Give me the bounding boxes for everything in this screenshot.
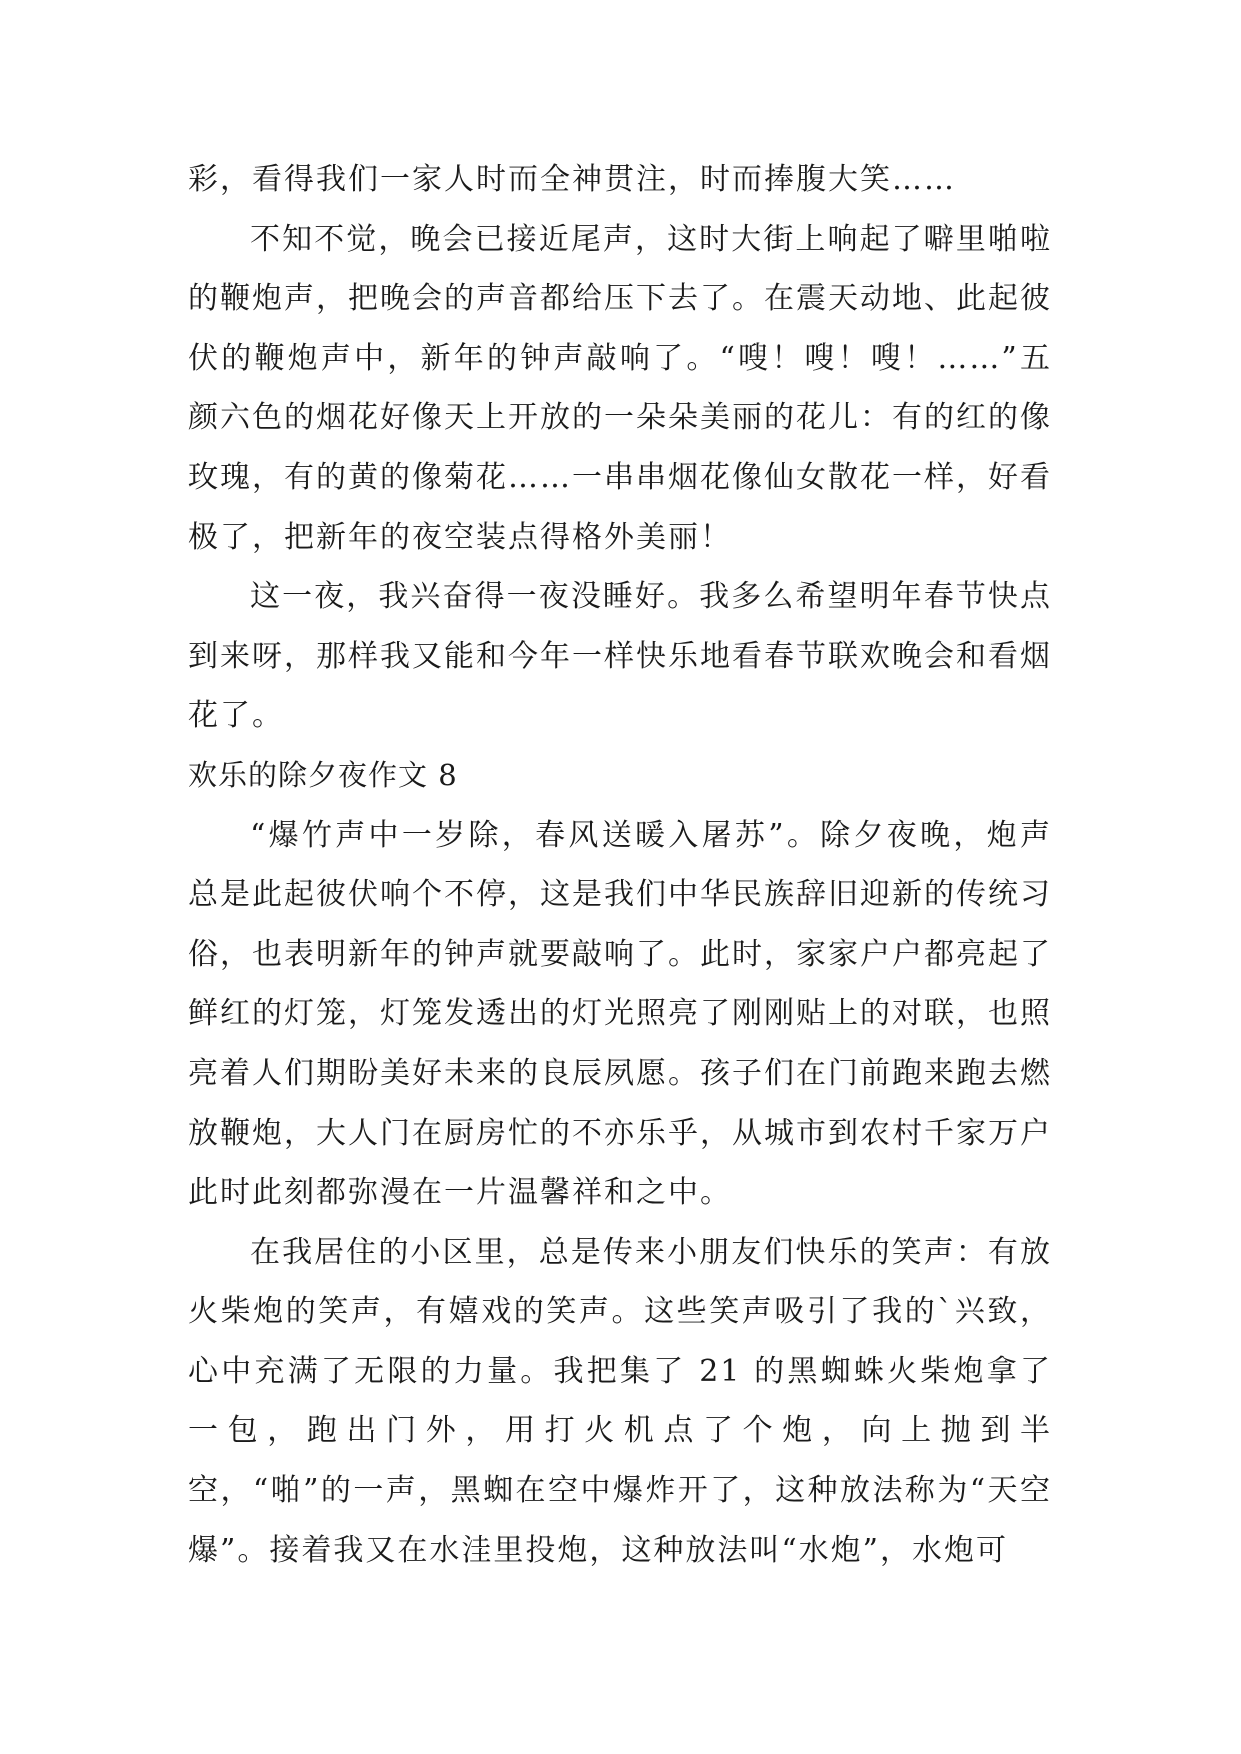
paragraph-continuation: 彩，看得我们一家人时而全神贯注，时而捧腹大笑…… [188,162,956,197]
paragraph-firecrackers: 在我居住的小区里，总是传来小朋友们快乐的笑声：有放火柴炮的笑声，有嬉戏的笑声。这些笑声吸引了我的`兴致，心中充满了无限的力量。我把集了 21 的黑蜘蛛火柴炮拿了一包，跑出门外，用打火机点了个炮，向上抛到半空，“啪”的一声，黑蜘在空中爆炸开了，这种放法称为“天空爆”。接着我又在水洼里投炮，这种放法叫“水炮”，水炮可 [188,1234,1052,1568]
section-title: 欢乐的除夕夜作文 8 [188,757,458,792]
paragraph-new-year-eve: “爆竹声中一岁除，春风送暖入屠苏”。除夕夜晚，炮声总是此起彼伏响个不停，这是我们中华民族辞旧迎新的传统习俗，也表明新年的钟声就要敲响了。此时，家家户户都亮起了鲜红的灯笼，灯笼发透出的灯光照亮了刚刚贴上的对联，也照亮着人们期盼美好未来的良辰夙愿。孩子们在门前跑来跑去燃放鞭炮，大人门在厨房忙的不亦乐乎，从城市到农村千家万户此时此刻都弥漫在一片温馨祥和之中。 [188,817,1052,1211]
paragraph-night-wish: 这一夜，我兴奋得一夜没睡好。我多么希望明年春节快点到来呀，那样我又能和今年一样快乐地看春节联欢晚会和看烟花了。 [188,579,1052,734]
paragraph-gala-ending: 不知不觉，晚会已接近尾声，这时大街上响起了噼里啪啦的鞭炮声，把晚会的声音都给压下去了。在震天动地、此起彼伏的鞭炮声中，新年的钟声敲响了。“嗖！嗖！嗖！……”五颜六色的烟花好像天上开放的一朵朵美丽的花儿：有的红的像玫瑰，有的黄的像菊花……一串串烟花像仙女散花一样，好看极了，把新年的夜空装点得格外美丽！ [188,221,1052,555]
document-body [188,150,1052,1580]
